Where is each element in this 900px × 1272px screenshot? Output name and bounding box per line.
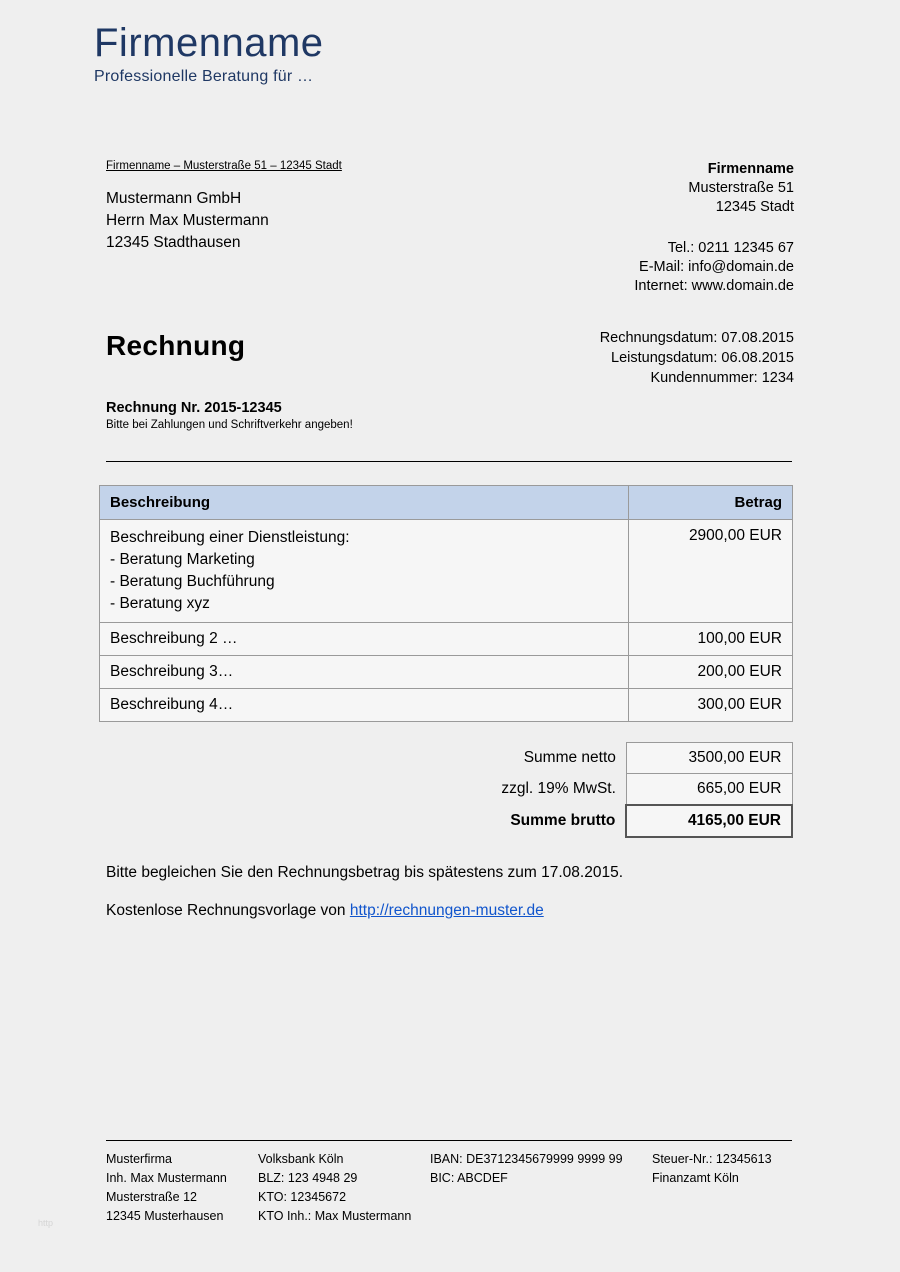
template-note-prefix: Kostenlose Rechnungsvorlage von xyxy=(106,902,350,919)
row-description: Beschreibung 3… xyxy=(100,656,629,689)
invoice-title: Rechnung xyxy=(106,330,246,361)
footer-column-tax xyxy=(652,1150,796,1226)
invoice-number: Rechnung Nr. 2015-12345 xyxy=(106,400,282,416)
footer-line: BLZ: 123 4948 29 xyxy=(258,1171,358,1185)
totals-row-netto xyxy=(99,743,792,774)
letterhead xyxy=(94,20,794,86)
row-amount: 200,00 EUR xyxy=(628,656,792,689)
totals-label-netto: Summe netto xyxy=(523,749,616,766)
footer-line: IBAN: DE3712345679999 9999 99 xyxy=(430,1152,623,1166)
company-email: E-Mail: info@domain.de xyxy=(639,259,794,275)
template-link[interactable]: http://rechnungen-muster.de xyxy=(349,902,544,919)
footer-line: KTO: 12345672 xyxy=(258,1190,347,1204)
table-row xyxy=(100,623,793,656)
table-row xyxy=(100,520,793,623)
company-website: Internet: www.domain.de xyxy=(634,278,794,294)
watermark-text: http xyxy=(38,1218,54,1228)
invoice-note: Bitte bei Zahlungen und Schriftverkehr angeben! xyxy=(106,419,353,431)
column-header-description: Beschreibung xyxy=(100,486,629,520)
footer-line: BIC: ABCDEF xyxy=(430,1171,508,1185)
header-divider xyxy=(106,461,792,462)
totals-row-vat xyxy=(99,774,792,806)
totals-value-brutto: 4165,00 EUR xyxy=(626,805,792,837)
template-note xyxy=(106,902,544,920)
company-name: Firmenname xyxy=(94,21,324,65)
table-row xyxy=(100,689,793,722)
row-description-line: - Beratung Buchführung xyxy=(110,573,275,590)
line-items-table xyxy=(99,485,793,722)
footer-line: Musterfirma xyxy=(106,1152,172,1166)
sender-address-line: Firmenname – Musterstraße 51 – 12345 Stadt xyxy=(106,160,342,172)
totals-value-vat: 665,00 EUR xyxy=(626,774,792,806)
footer-line: Inh. Max Mustermann xyxy=(106,1171,227,1185)
footer-line: KTO Inh.: Max Mustermann xyxy=(258,1209,412,1223)
column-header-amount: Betrag xyxy=(628,486,792,520)
invoice-date: Rechnungsdatum: 07.08.2015 xyxy=(599,330,794,346)
row-description xyxy=(100,520,629,623)
totals-row-brutto xyxy=(99,805,792,837)
company-address-city: 12345 Stadt xyxy=(715,199,794,215)
company-address-block xyxy=(688,160,794,217)
footer-column-company xyxy=(106,1150,258,1226)
footer-bank-details xyxy=(106,1150,796,1226)
customer-number: Kundennummer: 1234 xyxy=(650,370,794,386)
footer-column-iban xyxy=(430,1150,652,1226)
table-row xyxy=(100,656,793,689)
footer-line: Finanzamt Köln xyxy=(652,1171,739,1185)
recipient-address xyxy=(106,188,269,254)
row-amount: 100,00 EUR xyxy=(628,623,792,656)
invoice-meta xyxy=(600,328,794,388)
footer-divider xyxy=(106,1140,792,1141)
company-phone: Tel.: 0211 12345 67 xyxy=(667,240,794,256)
recipient-line-2: Herrn Max Mustermann xyxy=(106,212,269,229)
totals-label-vat: zzgl. 19% MwSt. xyxy=(501,780,616,798)
footer-column-bank xyxy=(258,1150,430,1226)
row-description-line: Beschreibung einer Dienstleistung: xyxy=(110,529,350,546)
footer-line: Musterstraße 12 xyxy=(106,1190,198,1204)
row-amount: 2900,00 EUR xyxy=(628,520,792,623)
row-description: Beschreibung 2 … xyxy=(100,623,629,656)
row-description-line: - Beratung Marketing xyxy=(110,551,255,568)
company-address-name: Firmenname xyxy=(707,161,794,177)
totals-label-brutto: Summe brutto xyxy=(510,812,616,829)
row-amount: 300,00 EUR xyxy=(628,689,792,722)
row-description-line: - Beratung xyz xyxy=(110,595,210,612)
totals-value-netto: 3500,00 EUR xyxy=(626,743,792,774)
payment-note: Bitte begleichen Sie den Rechnungsbetrag bis spätestens zum 17.08.2015. xyxy=(106,864,624,881)
footer-line: 12345 Musterhausen xyxy=(106,1209,224,1223)
row-description: Beschreibung 4… xyxy=(100,689,629,722)
service-date: Leistungsdatum: 06.08.2015 xyxy=(611,350,794,366)
totals-table xyxy=(99,742,793,838)
company-tagline: Professionelle Beratung für … xyxy=(94,68,314,85)
recipient-line-3: 12345 Stadthausen xyxy=(106,234,241,251)
company-contact-block xyxy=(634,239,794,296)
footer-line: Steuer-Nr.: 12345613 xyxy=(652,1152,772,1166)
recipient-line-1: Mustermann GmbH xyxy=(106,190,242,207)
footer-line: Volksbank Köln xyxy=(258,1152,344,1166)
company-address-street: Musterstraße 51 xyxy=(688,180,794,196)
table-header-row xyxy=(100,486,793,520)
